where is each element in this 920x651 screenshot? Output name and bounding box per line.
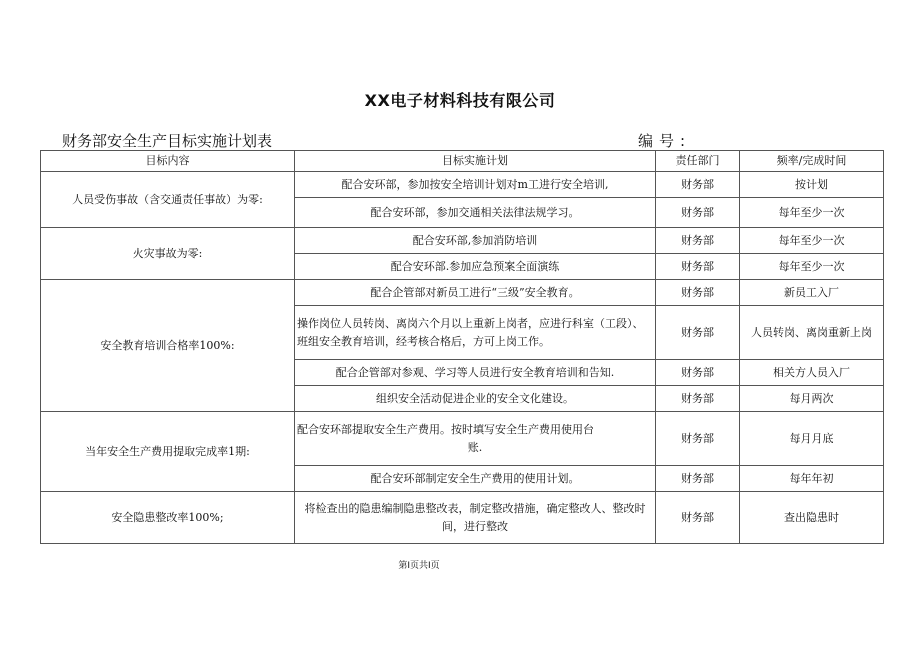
plan-line: 账.: [467, 440, 483, 454]
column-header-frequency: 频率/完成时间: [740, 151, 884, 172]
plan-cell: [295, 412, 656, 466]
page-number: 第I页共I页: [398, 561, 440, 571]
frequency-cell: 人员转岗、离岗重新上岗: [740, 306, 884, 360]
frequency-cell: 每月两次: [740, 386, 884, 412]
target-cell: 火灾事故为零:: [41, 228, 295, 280]
target-cell: 当年安全生产费用提取完成率1期:: [41, 412, 295, 492]
table-row: [41, 172, 884, 198]
company-name: XX电子材料科技有限公司: [364, 91, 556, 110]
plan-cell: 配合安环部，参加按安全培训计划对m工进行安全培训,: [295, 172, 656, 198]
table-row: [41, 280, 884, 306]
plan-cell: 配合企管部对新员工进行“三级”安全教育。: [295, 280, 656, 306]
table-header-row: [41, 151, 884, 172]
dept-cell: 财务部: [656, 466, 740, 492]
frequency-cell: 每月月底: [740, 412, 884, 466]
dept-cell: 财务部: [656, 198, 740, 228]
frequency-cell: 每年至少一次: [740, 254, 884, 280]
dept-cell: 财务部: [656, 412, 740, 466]
dept-cell: 财务部: [656, 280, 740, 306]
column-header-plan: 目标实施计划: [295, 151, 656, 172]
plan-cell: 组织安全活动促进企业的安全文化建设。: [295, 386, 656, 412]
table-row: [41, 492, 884, 544]
dept-cell: 财务部: [656, 492, 740, 544]
serial-number-label: 编号:: [638, 132, 692, 150]
target-cell: 安全隐患整改率100%;: [41, 492, 295, 544]
dept-cell: 财务部: [656, 386, 740, 412]
safety-target-plan-table: [40, 150, 884, 544]
frequency-cell: 新员工入厂: [740, 280, 884, 306]
dept-cell: 财务部: [656, 360, 740, 386]
dept-cell: 财务部: [656, 306, 740, 360]
dept-cell: 财务部: [656, 172, 740, 198]
plan-cell: 配合安环部,参加消防培训: [295, 228, 656, 254]
plan-line: 配合安环部提取安全生产费用。按时填写安全生产费用使用台: [297, 422, 594, 436]
plan-cell: 配合安环部制定安全生产费用的使用计划。: [295, 466, 656, 492]
table-row: [41, 412, 884, 466]
plan-cell: 操作岗位人员转岗、离岗六个月以上重新上岗者，应进行科室（工段）、班组安全教育培训，经考核合格后，方可上岗工作。: [295, 306, 656, 360]
dept-cell: 财务部: [656, 228, 740, 254]
table-row: [41, 228, 884, 254]
target-cell: 人员受伤事故（含交通责任事故）为零:: [41, 172, 295, 228]
dept-cell: 财务部: [656, 254, 740, 280]
frequency-cell: 每年至少一次: [740, 228, 884, 254]
target-cell: 安全教育培训合格率100%:: [41, 280, 295, 412]
frequency-cell: 按计划: [740, 172, 884, 198]
plan-cell: 将检查出的隐患编制隐患整改表，制定整改措施，确定整改人、整改时间，进行整改: [295, 492, 656, 544]
frequency-cell: 查出隐患时: [740, 492, 884, 544]
frequency-cell: 每年年初: [740, 466, 884, 492]
frequency-cell: 每年至少一次: [740, 198, 884, 228]
plan-cell: 配合安环部，参加交通相关法律法规学习。: [295, 198, 656, 228]
plan-cell: 配合企管部对参观、学习等人员进行安全教育培训和告知.: [295, 360, 656, 386]
plan-cell: 配合安环部.参加应急预案全面演练: [295, 254, 656, 280]
column-header-target: 目标内容: [41, 151, 295, 172]
frequency-cell: 相关方人员入厂: [740, 360, 884, 386]
form-title: 财务部安全生产目标实施计划表: [62, 132, 273, 150]
column-header-dept: 责任部门: [656, 151, 740, 172]
